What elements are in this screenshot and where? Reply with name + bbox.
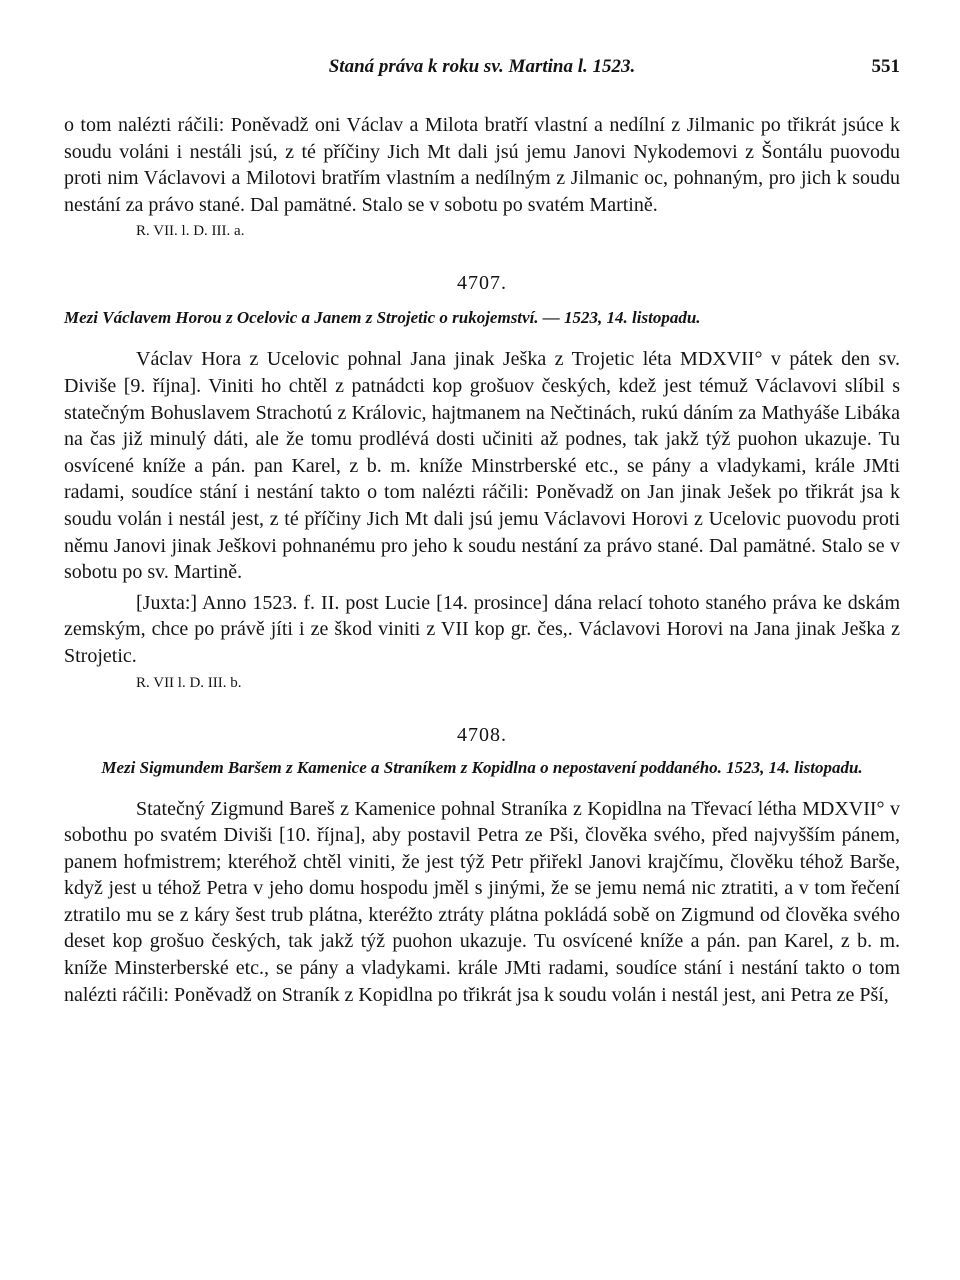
- archive-reference: R. VII. l. D. III. a.: [136, 223, 245, 240]
- document-number: 4707.: [457, 272, 507, 295]
- document-paragraph: Statečný Zigmund Bareš z Kamenice pohnal Straníka z Kopidlna na Třevací létha MDXVII° v sobothu po svatém Diviši [10. října], aby postavil Petra ze Pši, člověka svého, před najvyšším pánem, panem hofmistrem; kteréhož chtěl viniti, že jest týž Petr přiřekl Janovi krajčímu, člověku téhož Barše, když jest u téhož Petra v jeho domu hospodu jměl s jinými, že se jemu nemá nic ztratiti, a v tom řečení ztratilo mu se z káry šest trub plátna, kteréžto ztráty plátna pokládá sobě on Zigmund od člověka svého deset kop grošuo českých, tak jakž týž puohon ukazuje. Tu osvícené kníže a pán. pan Karel, z b. m. kníže Minsterberské etc., se pány a vladykami. krále JMti radami, soudíce stání i nestání takto o tom nalézti ráčili: Poněvadž on Straník z Kopidlna po třikrát jsa k soudu volán i nestál jest, ani Petra ze Pší,: [64, 797, 900, 1006]
- archive-reference: R. VII l. D. III. b.: [136, 674, 242, 691]
- document-regest: Mezi Sigmundem Baršem z Kamenice a Straníkem z Kopidlna o nepostavení poddaného. 1523, 14. listopadu.: [101, 757, 863, 777]
- document-paragraph: [Juxta:] Anno 1523. f. II. post Lucie [14. prosince] dána relací tohoto staného práva ke dskám zemským, chce po právě jíti i ze škod viniti z VII kop gr. čes,. Václavovi Horovi na Jana jinak Ješka z Strojetic.: [64, 591, 900, 667]
- document-paragraph: Václav Hora z Ucelovic pohnal Jana jinak Ješka z Trojetic léta MDXVII° v pátek den sv. Diviše [9. října]. Viniti ho chtěl z patnádcti kop grošuov českých, kdež jest témuž Václavovi slíbil s statečným Bohuslavem Strachotú z Královic, hajtmanem na Nečtinách, rukú dáním za Mathyáše Libáka na čas již minulý dáti, ale že tomu prodlévá dosti učiniti až podnes, tak jakž týž puohon ukazuje. Tu osvícené kníže a pán. pan Karel, z b. m. kníže Minstrberské etc., se pány a vladykami, krále JMti radami, soudíce stání i nestání takto o tom nalézti ráčili: Poněvadž on Jan jinak Ješek po třikrát jsa k soudu volán i nestál jest, z té příčiny Jich Mt dali jsú jemu Václavovi Horovi z Ucelovic puovodu proti němu Janovi jinak Ješkovi pohnanému pro jeho k soudu nestání za právo stané. Dal pamätné. Stalo se v sobotu po sv. Martině.: [64, 348, 900, 584]
- document-page: [64, 56, 900, 1008]
- document-number: 4708.: [457, 723, 507, 746]
- page-number: 551: [871, 56, 900, 77]
- running-title: Staná práva k roku sv. Martina l. 1523.: [328, 56, 636, 77]
- document-regest: Mezi Václavem Horou z Ocelovic a Janem z Strojetic o rukojemství. — 1523, 14. listopadu.: [64, 308, 701, 328]
- running-header: [64, 56, 900, 86]
- paragraph-continuation: o tom nalézti ráčili: Poněvadž oni Václav a Milota bratří vlastní a nedílní z Jilmanic po třikrát jsúce k soudu voláni i nestáli jsú, z té příčiny Jich Mt dali jsú jemu Janovi Nykodemovi z Šontálu puovodu proti nim Václavovi a Milotovi bratřím vlastním a nedílným z Jilmanic oc, pohnaným, pro jich k soudu nestání za právo stané. Dal pamätné. Stalo se v sobotu po svatém Martině.: [64, 114, 900, 216]
